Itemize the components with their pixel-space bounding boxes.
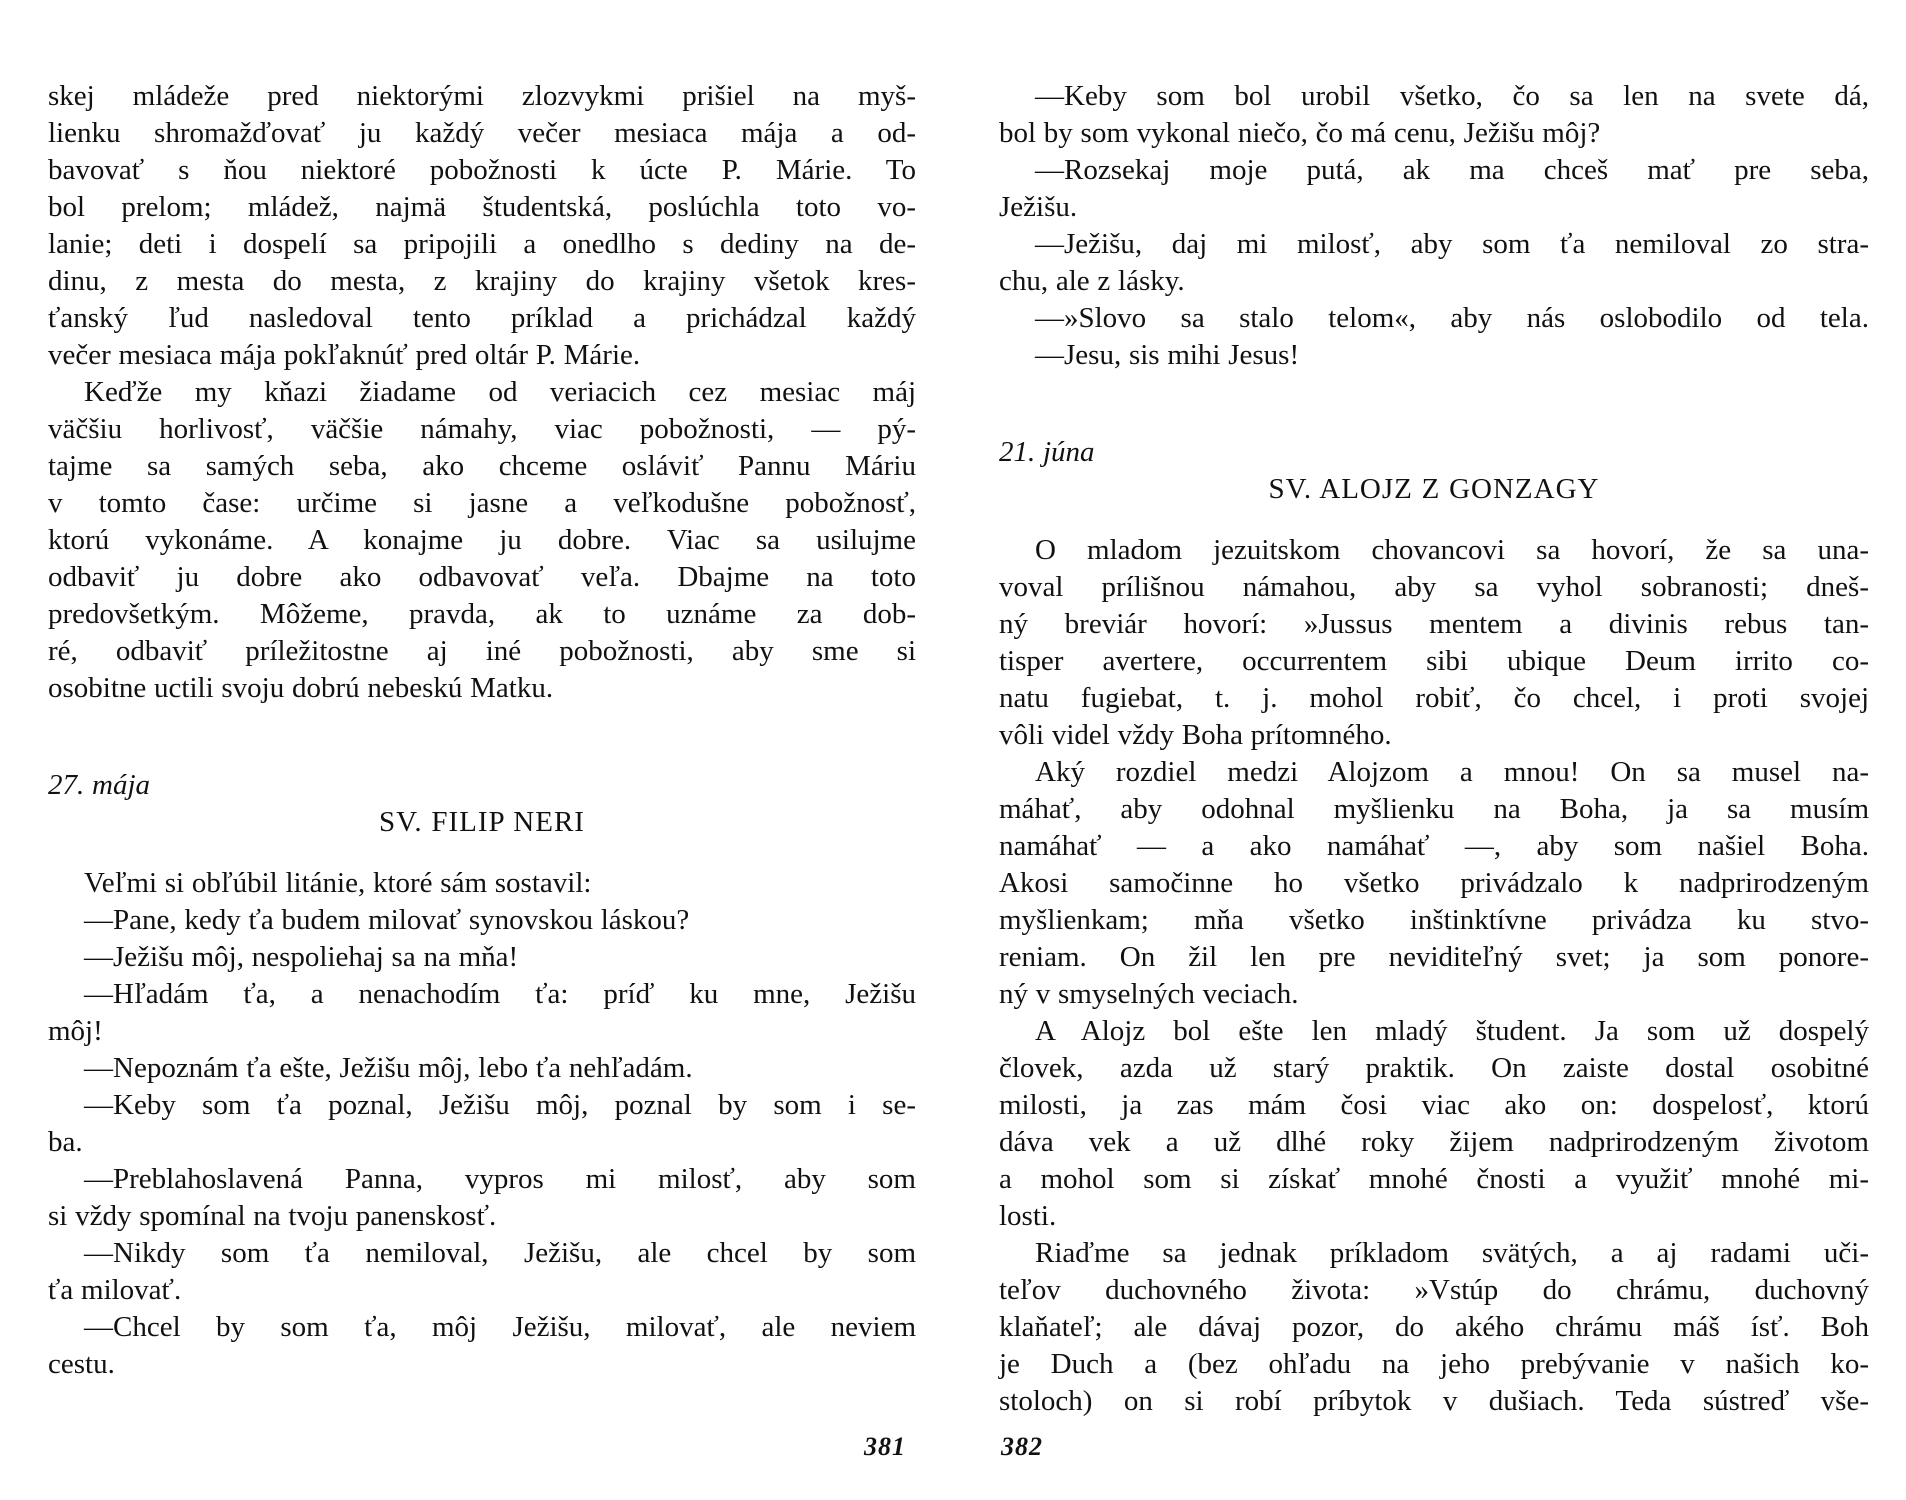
text-line: môj! bbox=[48, 1015, 103, 1047]
text-line: —Chcel by som ťa, môj Ježišu, milovať, ale neviem bbox=[84, 1311, 916, 1343]
text-line: ré, odbaviť príležitostne aj iné pobožnosti, aby sme si bbox=[48, 635, 916, 667]
text-line: predovšetkým. Môžeme, pravda, ak to uznáme za dob- bbox=[48, 598, 916, 630]
text-line: ťanský ľud nasledoval tento príklad a prichádzal každý bbox=[48, 302, 916, 334]
text-line: ba. bbox=[48, 1126, 83, 1158]
text-line: tisper avertere, occurrentem sibi ubique Deum irrito co- bbox=[999, 645, 1869, 677]
text-line: Ježišu. bbox=[999, 191, 1078, 223]
text-line: chu, ale z lásky. bbox=[999, 265, 1185, 297]
text-line: —Nepoznám ťa ešte, Ježišu môj, lebo ťa nehľadám. bbox=[84, 1052, 693, 1084]
text-line: väčšiu horlivosť, väčšie námahy, viac pobožnosti, — pý- bbox=[48, 413, 916, 445]
text-line: —Keby som ťa poznal, Ježišu môj, poznal by som i se- bbox=[84, 1089, 916, 1121]
text-line: skej mládeže pred niektorými zlozvykmi prišiel na myš- bbox=[48, 80, 916, 112]
text-line: odbaviť ju dobre ako odbavovať veľa. Dbajme na toto bbox=[48, 561, 916, 593]
text-line: bol by som vykonal niečo, čo má cenu, Ježišu môj? bbox=[999, 117, 1601, 149]
text-line: ný v smyselných veciach. bbox=[999, 978, 1299, 1010]
text-line: namáhať — a ako namáhať —, aby som našiel Boha. bbox=[999, 830, 1869, 862]
text-line: máhať, aby odohnal myšlienku na Boha, ja sa musím bbox=[999, 793, 1869, 825]
text-line: Akosi samočinne ho všetko privádzalo k nadprirodzeným bbox=[999, 867, 1869, 899]
text-line: milosti, ja zas mám čosi viac ako on: dospelosť, ktorú bbox=[999, 1089, 1869, 1121]
text-line: lanie; deti i dospelí sa pripojili a onedlho s dediny na de- bbox=[48, 228, 916, 260]
text-line: vôli videl vždy Boha prítomného. bbox=[999, 719, 1392, 751]
text-line: tajme sa samých seba, ako chceme osláviť Pannu Máriu bbox=[48, 450, 916, 482]
text-line: —Preblahoslavená Panna, vypros mi milosť, aby som bbox=[84, 1163, 916, 1195]
text-line: ťa milovať. bbox=[48, 1274, 182, 1306]
text-line: teľov duchovného života: »Vstúp do chrámu, duchovný bbox=[999, 1274, 1869, 1306]
section-title: SV. ALOJZ Z GONZAGY bbox=[1268, 473, 1600, 505]
text-line: —Ježišu, daj mi milosť, aby som ťa nemiloval zo stra- bbox=[1035, 228, 1869, 260]
left-page-text bbox=[48, 78, 916, 1383]
text-line: stoloch) on si robí príbytok v dušiach. Teda sústreď vše- bbox=[999, 1385, 1869, 1417]
text-line: je Duch a (bez ohľadu na jeho prebývanie v našich ko- bbox=[999, 1348, 1869, 1380]
text-line: Veľmi si obľúbil litánie, ktoré sám sostavil: bbox=[84, 867, 592, 899]
text-line: v tomto čase: určime si jasne a veľkodušne pobožnosť, bbox=[48, 487, 916, 519]
text-line: lienku shromažďovať ju každý večer mesiaca mája a od- bbox=[48, 117, 916, 149]
text-line: —Keby som bol urobil všetko, čo sa len na svete dá, bbox=[1035, 80, 1869, 112]
text-line: —Rozsekaj moje putá, ak ma chceš mať pre seba, bbox=[1035, 154, 1869, 186]
text-line: cestu. bbox=[48, 1348, 115, 1380]
text-line: si vždy spomínal na tvoju panenskosť. bbox=[48, 1200, 497, 1232]
text-line: Aký rozdiel medzi Alojzom a mnou! On sa musel na- bbox=[1035, 756, 1869, 788]
text-line: A Alojz bol ešte len mladý študent. Ja som už dospelý bbox=[1035, 1015, 1869, 1047]
text-line: —Jesu, sis mihi Jesus! bbox=[1035, 339, 1300, 371]
text-line: klaňateľ; ale dávaj pozor, do akého chrámu máš ísť. Boh bbox=[999, 1311, 1869, 1343]
text-line: voval prílišnou námahou, aby sa vyhol sobranosti; dneš- bbox=[999, 571, 1869, 603]
text-line: —»Slovo sa stalo telom«, aby nás oslobodilo od tela. bbox=[1035, 302, 1869, 334]
text-line: človek, azda už starý praktik. On zaiste dostal osobitné bbox=[999, 1052, 1869, 1084]
text-line: —Ježišu môj, nespoliehaj sa na mňa! bbox=[84, 941, 519, 973]
text-line: osobitne uctili svoju dobrú nebeskú Matku. bbox=[48, 672, 554, 704]
text-line: myšlienkam; mňa všetko inštinktívne privádza ku stvo- bbox=[999, 904, 1869, 936]
text-line: ktorú vykonáme. A konajme ju dobre. Viac sa usilujme bbox=[48, 524, 916, 556]
text-line: večer mesiaca mája pokľaknúť pred oltár P. Márie. bbox=[48, 339, 641, 371]
text-line: dinu, z mesta do mesta, z krajiny do krajiny všetok kres- bbox=[48, 265, 916, 297]
text-line: natu fugiebat, t. j. mohol robiť, čo chcel, i proti svojej bbox=[999, 682, 1869, 714]
text-line: losti. bbox=[999, 1200, 1057, 1232]
text-line: a mohol som si získať mnohé čnosti a využiť mnohé mi- bbox=[999, 1163, 1869, 1195]
section-title: SV. FILIP NERI bbox=[379, 806, 585, 838]
text-line: bavovať s ňou niektoré pobožnosti k úcte P. Márie. To bbox=[48, 154, 916, 186]
date-label: 27. mája bbox=[48, 769, 150, 801]
text-line: —Pane, kedy ťa budem milovať synovskou láskou? bbox=[84, 904, 690, 936]
text-line: Riaďme sa jednak príkladom svätých, a aj radami uči- bbox=[1035, 1237, 1869, 1269]
text-line: reniam. On žil len pre neviditeľný svet; ja som ponore- bbox=[999, 941, 1869, 973]
date-label: 21. júna bbox=[999, 436, 1095, 468]
text-line: dáva vek a už dlhé roky žijem nadprirodzeným životom bbox=[999, 1126, 1869, 1158]
text-line: Keďže my kňazi žiadame od veriacich cez mesiac máj bbox=[84, 376, 916, 408]
text-line: O mladom jezuitskom chovancovi sa hovorí, že sa una- bbox=[1035, 534, 1869, 566]
page-number: 382 bbox=[1001, 1432, 1043, 1461]
text-line: bol prelom; mládež, najmä študentská, poslúchla toto vo- bbox=[48, 191, 916, 223]
text-line: ný breviár hovorí: »Jussus mentem a divinis rebus tan- bbox=[999, 608, 1869, 640]
text-line: —Nikdy som ťa nemiloval, Ježišu, ale chcel by som bbox=[84, 1237, 916, 1269]
text-line: —Hľadám ťa, a nenachodím ťa: príď ku mne, Ježišu bbox=[84, 978, 916, 1010]
right-page-text bbox=[999, 78, 1869, 1420]
right-page bbox=[953, 0, 1906, 1500]
page-number: 381 bbox=[864, 1432, 906, 1461]
